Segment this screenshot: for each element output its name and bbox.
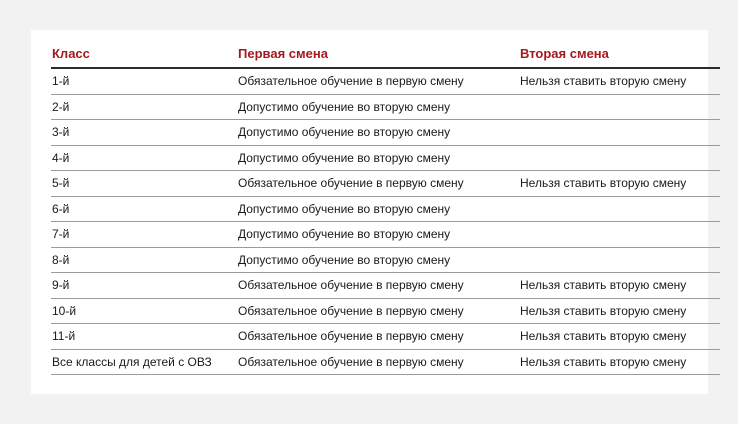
header-class: Класс <box>51 40 237 68</box>
cell-second-shift: Нельзя ставить вторую смену <box>519 298 720 324</box>
header-second-shift: Вторая смена <box>519 40 720 68</box>
cell-first-shift: Обязательное обучение в первую смену <box>237 68 519 94</box>
cell-class: 3-й <box>51 120 237 146</box>
cell-second-shift <box>519 222 720 248</box>
cell-first-shift: Допустимо обучение во вторую смену <box>237 94 519 120</box>
cell-class: 10-й <box>51 298 237 324</box>
cell-class: 11-й <box>51 324 237 350</box>
cell-second-shift <box>519 145 720 171</box>
cell-first-shift: Обязательное обучение в первую смену <box>237 298 519 324</box>
table-card <box>31 30 708 394</box>
table-body <box>51 68 720 375</box>
table-row <box>51 94 720 120</box>
header-first-shift: Первая смена <box>237 40 519 68</box>
cell-class: 2-й <box>51 94 237 120</box>
shift-schedule-table <box>51 40 720 375</box>
cell-class: 9-й <box>51 273 237 299</box>
cell-first-shift: Обязательное обучение в первую смену <box>237 324 519 350</box>
cell-first-shift: Обязательное обучение в первую смену <box>237 349 519 375</box>
table-row <box>51 171 720 197</box>
table-header <box>51 40 720 68</box>
table-row <box>51 222 720 248</box>
cell-class: Все классы для детей с ОВЗ <box>51 349 237 375</box>
cell-second-shift <box>519 94 720 120</box>
cell-class: 6-й <box>51 196 237 222</box>
table-row <box>51 349 720 375</box>
cell-second-shift <box>519 120 720 146</box>
cell-class: 8-й <box>51 247 237 273</box>
cell-first-shift: Допустимо обучение во вторую смену <box>237 196 519 222</box>
table-row <box>51 298 720 324</box>
cell-second-shift <box>519 196 720 222</box>
cell-second-shift: Нельзя ставить вторую смену <box>519 324 720 350</box>
cell-second-shift: Нельзя ставить вторую смену <box>519 273 720 299</box>
cell-first-shift: Допустимо обучение во вторую смену <box>237 222 519 248</box>
cell-first-shift: Обязательное обучение в первую смену <box>237 273 519 299</box>
cell-second-shift: Нельзя ставить вторую смену <box>519 68 720 94</box>
table-row <box>51 120 720 146</box>
table-row <box>51 68 720 94</box>
cell-class: 4-й <box>51 145 237 171</box>
table-row <box>51 273 720 299</box>
cell-second-shift: Нельзя ставить вторую смену <box>519 171 720 197</box>
cell-second-shift: Нельзя ставить вторую смену <box>519 349 720 375</box>
table-row <box>51 196 720 222</box>
table-row <box>51 324 720 350</box>
table-row <box>51 145 720 171</box>
cell-class: 5-й <box>51 171 237 197</box>
cell-class: 7-й <box>51 222 237 248</box>
cell-first-shift: Обязательное обучение в первую смену <box>237 171 519 197</box>
cell-class: 1-й <box>51 68 237 94</box>
cell-first-shift: Допустимо обучение во вторую смену <box>237 145 519 171</box>
cell-first-shift: Допустимо обучение во вторую смену <box>237 247 519 273</box>
table-row <box>51 247 720 273</box>
cell-second-shift <box>519 247 720 273</box>
table-header-row <box>51 40 720 68</box>
cell-first-shift: Допустимо обучение во вторую смену <box>237 120 519 146</box>
